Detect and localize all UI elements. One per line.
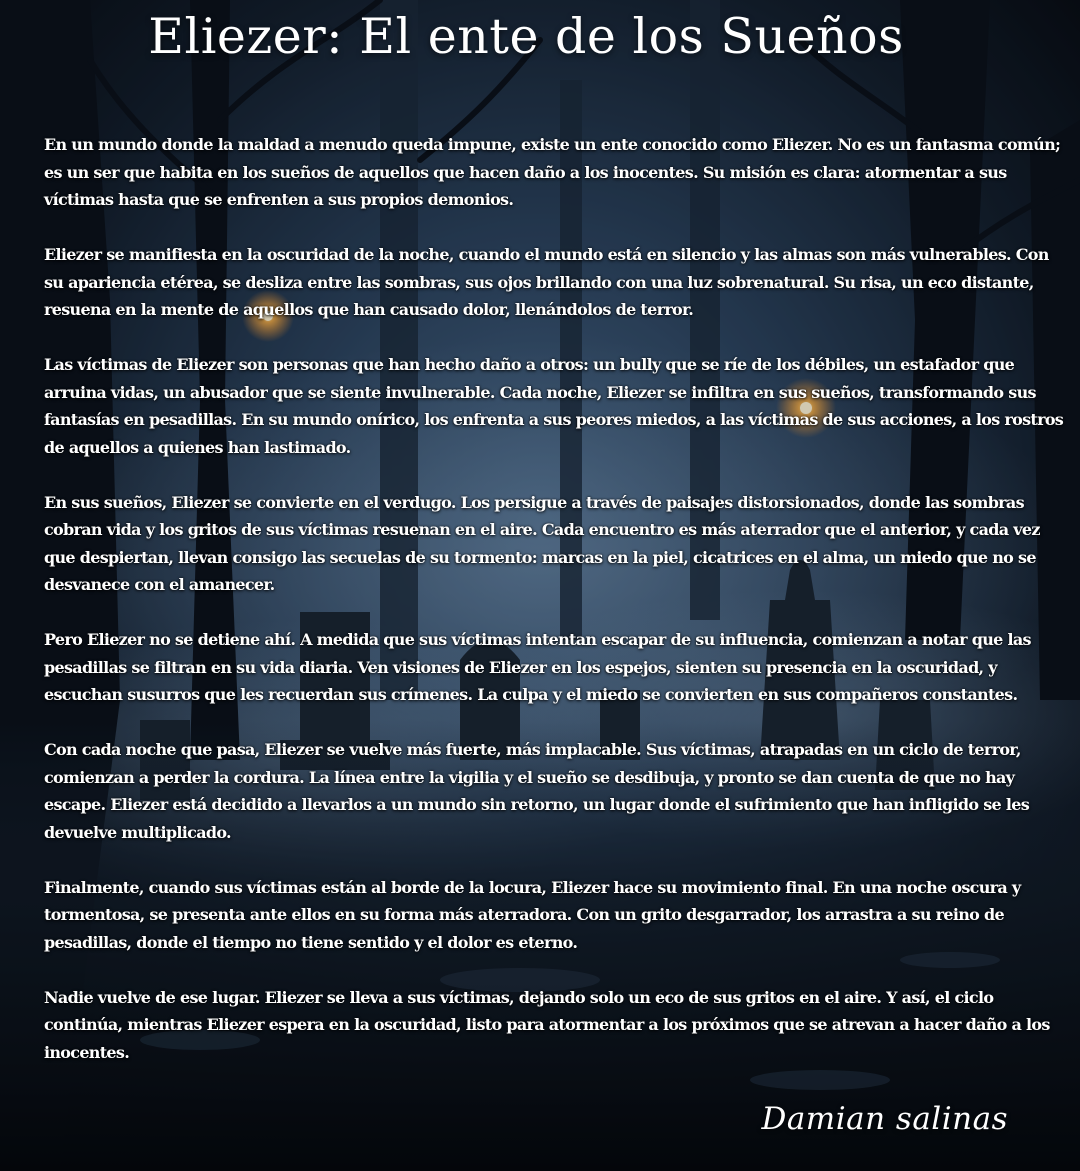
story-paragraph: En un mundo donde la maldad a menudo queda impune, existe un ente conocido como Eliezer. No es un fantasma común; es un ser que habita en los sueños de aquellos que hacen daño a los inocentes. Su misión es clara: atormentar a sus víctimas hasta que se enfrenten a sus propios demonios.	[44, 135, 1061, 209]
story-paragraph: En sus sueños, Eliezer se convierte en el verdugo. Los persigue a través de paisajes distorsionados, donde las sombras cobran vida y los gritos de sus víctimas resuenan en el aire. Cada encuentro es más aterrador que el anterior, y cada vez que despiertan, llevan consigo las secuelas de su tormento: marcas en la piel, cicatrices en el alma, un miedo que no se desvanece con el amanecer.	[44, 492, 1040, 594]
story-paragraph: Nadie vuelve de ese lugar. Eliezer se lleva a sus víctimas, dejando solo un eco de sus gritos en el aire. Y así, el ciclo continúa, mientras Eliezer espera en la oscuridad, listo para atormentar a los próximos que se atrevan a hacer daño a los inocentes.	[44, 987, 1050, 1062]
story-paragraph: Finalmente, cuando sus víctimas están al borde de la locura, Eliezer hace su movimiento final. En una noche oscura y tormentosa, se presenta ante ellos en su forma más aterradora. Con un grito desgarrador, los arrastra a su reino de pesadillas, donde el tiempo no tiene sentido y el dolor es eterno.	[44, 877, 1021, 952]
author-signature: Damian salinas	[761, 1101, 1008, 1137]
story-paragraph: Eliezer se manifiesta en la oscuridad de la noche, cuando el mundo está en silencio y las almas son más vulnerables. Con su apariencia etérea, se desliza entre las sombras, sus ojos brillando con una luz sobrenatural. Su risa, un eco distante, resuena en la mente de aquellos que han causado dolor, llenándolos de terror.	[44, 245, 1049, 319]
story-paragraph: Pero Eliezer no se detiene ahí. A medida que sus víctimas intentan escapar de su influencia, comienzan a notar que las pesadillas se filtran en su vida diaria. Ven visiones de Eliezer en los espejos, sienten su presencia en la oscuridad, y escuchan susurros que les recuerdan sus crímenes. La culpa y el miedo se convierten en sus compañeros constantes.	[44, 630, 1031, 704]
story-paragraph: Las víctimas de Eliezer son personas que han hecho daño a otros: un bully que se ríe de los débiles, un estafador que arruina vidas, un abusador que se siente invulnerable. Cada noche, Eliezer se infiltra en sus sueños, transformando sus fantasías en pesadillas. En su mundo onírico, los enfrenta a sus peores miedos, a las víctimas de sus acciones, a los rostros de aquellos a quienes han lastimado.	[44, 355, 1064, 457]
page-title: Eliezer: El ente de los Sueños	[148, 8, 904, 65]
story-paragraph: Con cada noche que pasa, Eliezer se vuelve más fuerte, más implacable. Sus víctimas, atrapadas en un ciclo de terror, comienzan a perder la cordura. La línea entre la vigilia y el sueño se desdibuja, y pronto se dan cuenta de que no hay escape. Eliezer está decidido a llevarlos a un mundo sin retorno, un lugar donde el sufrimiento que han infligido se les devuelve multiplicado.	[44, 740, 1030, 842]
story-body	[44, 131, 1068, 1094]
